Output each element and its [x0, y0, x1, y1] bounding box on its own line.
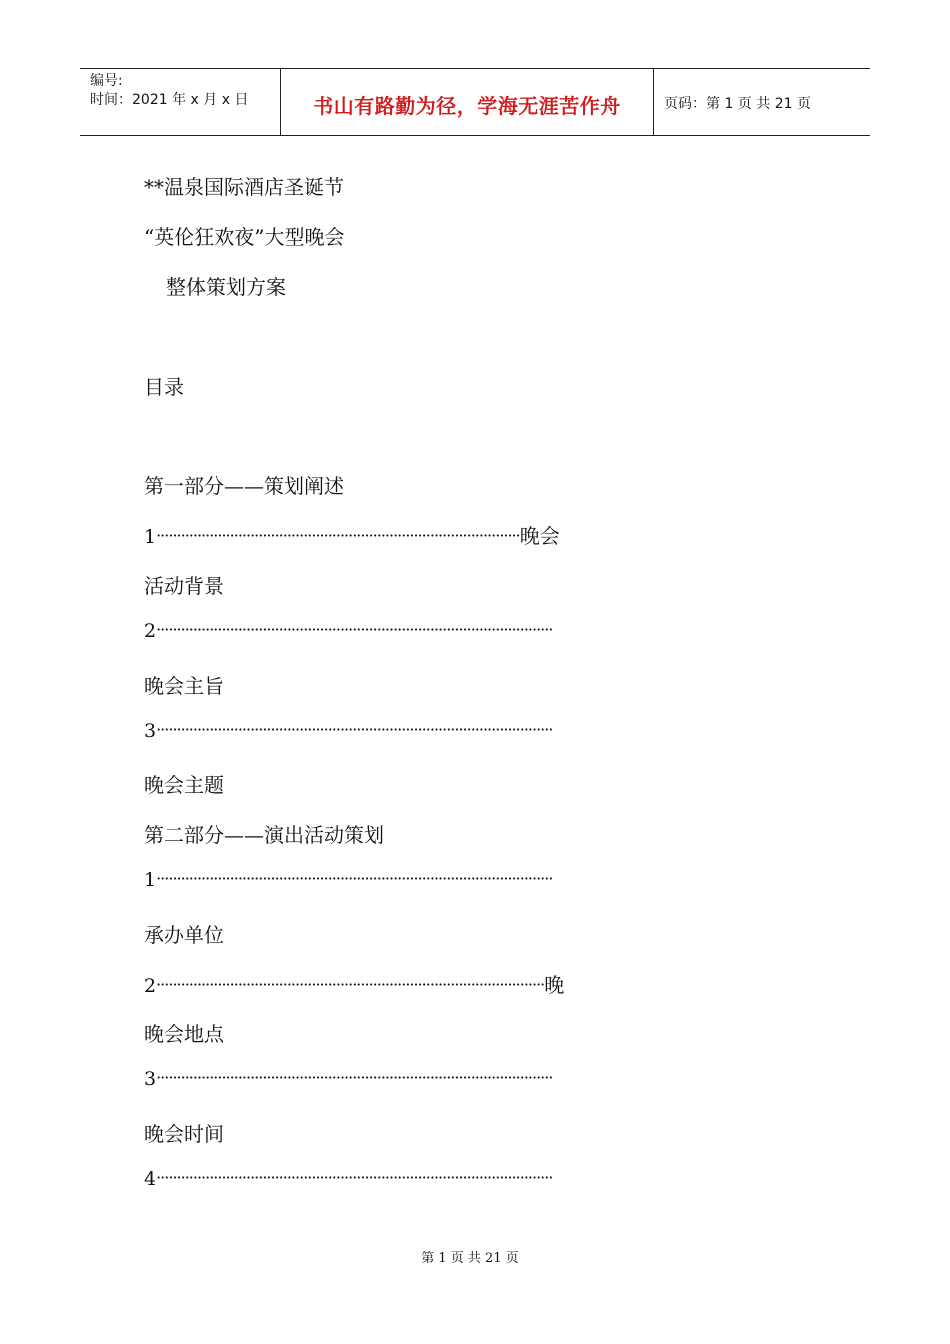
- toc-entry-number: 1: [144, 526, 157, 548]
- toc-part-1: 第一部分——策划阐述: [144, 474, 344, 498]
- toc-entry-number: 2: [144, 620, 157, 642]
- toc-entry-number: 3: [144, 720, 157, 742]
- toc-part-2: 第二部分——演出活动策划: [144, 823, 384, 847]
- toc-leader-dots: ·······························································································: [156, 975, 545, 994]
- header-page-info: 页码：第 1 页 共 21 页: [664, 96, 811, 112]
- toc-heading: 目录: [144, 375, 184, 399]
- toc-entry-row: [144, 1168, 552, 1190]
- toc-leader-dots: ·································································································: [156, 869, 553, 888]
- time-label: 时间：2021 年 x 月 x 日: [90, 92, 249, 108]
- title-line-2: “英伦狂欢夜”大型晚会: [144, 225, 345, 249]
- page-header: [80, 68, 870, 136]
- title-line-1: **温泉国际酒店圣诞节: [144, 175, 344, 199]
- toc-entry-row: [144, 969, 564, 998]
- header-motto: 书山有路勤为径，学海无涯苦作舟: [281, 69, 654, 135]
- toc-leader-dots: ·································································································: [156, 720, 553, 739]
- toc-entry-number: 3: [144, 1068, 157, 1090]
- toc-entry-row: [144, 720, 552, 742]
- toc-entry-label: 晚会时间: [144, 1122, 224, 1146]
- toc-entry-row: [144, 520, 560, 549]
- toc-leader-dots: ·································································································: [156, 620, 553, 639]
- toc-entry-number: 4: [144, 1168, 157, 1190]
- title-line-3: 整体策划方案: [166, 275, 286, 299]
- toc-leader-dots: ·································································································: [156, 1168, 553, 1187]
- toc-entry-label: 晚会主旨: [144, 674, 224, 698]
- footer-page-number: 第 1 页 共 21 页: [421, 1251, 519, 1266]
- toc-entry-tail: 晚会: [519, 524, 560, 548]
- toc-entry-label: 晚会主题: [144, 773, 224, 797]
- toc-entry-label: 活动背景: [144, 574, 224, 598]
- header-meta: [80, 69, 281, 135]
- toc-entry-label: 晚会地点: [144, 1022, 224, 1046]
- toc-entry-label: 承办单位: [144, 923, 224, 947]
- page-footer: [0, 1247, 950, 1266]
- toc-leader-dots: ·································································································: [156, 1068, 553, 1087]
- serial-label: 编号:: [90, 73, 123, 89]
- toc-entry-row: [144, 1068, 552, 1090]
- toc-entry-number: 2: [144, 975, 157, 997]
- toc-entry-row: [144, 620, 552, 642]
- toc-entry-row: [144, 869, 552, 891]
- toc-entry-tail: 晚: [544, 973, 565, 997]
- toc-leader-dots: ·························································································: [156, 526, 520, 545]
- toc-entry-number: 1: [144, 869, 157, 891]
